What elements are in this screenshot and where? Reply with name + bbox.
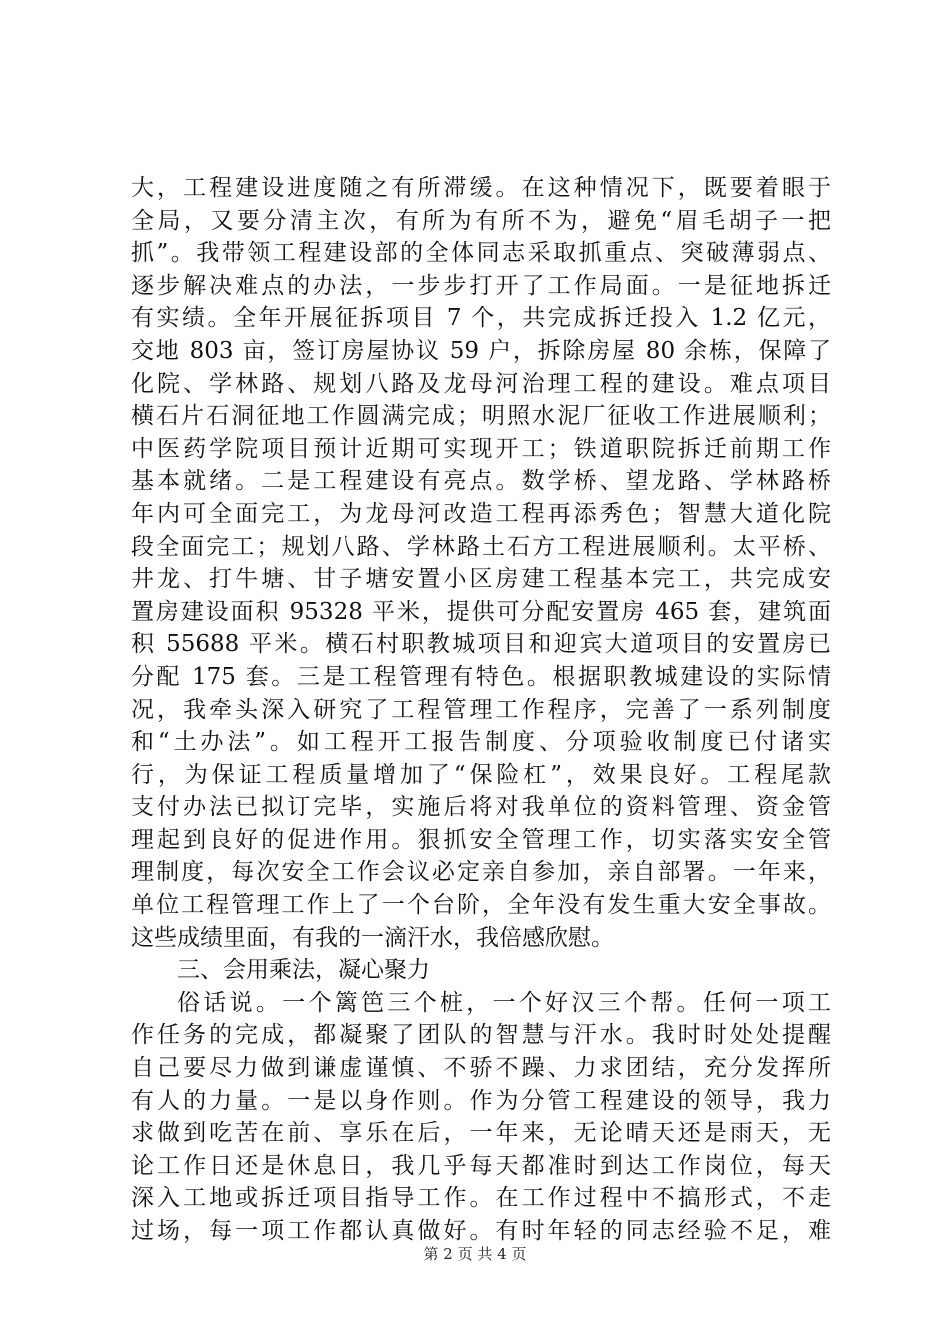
- paragraph-line: 井龙、打牛塘、甘子塘安置小区房建工程基本完工，共完成安: [131, 566, 831, 593]
- paragraph-line: 自己要尽力做到谦虚谨慎、不骄不躁、力求团结，充分发挥所: [131, 1055, 831, 1082]
- paragraph-line: 深入工地或拆迁项目指导工作。在工作过程中不搞形式，不走: [131, 1185, 831, 1212]
- paragraph-line: 横石片石洞征地工作圆满完成；明照水泥厂征收工作进展顺利；: [131, 403, 831, 430]
- paragraph-line: 求做到吃苦在前、享乐在后，一年来，无论晴天还是雨天，无: [131, 1120, 831, 1147]
- paragraph-line: 中医药学院项目预计近期可实现开工；铁道职院拆迁前期工作: [131, 435, 831, 462]
- paragraph-line: 基本就绪。二是工程建设有亮点。数学桥、望龙路、学林路桥: [131, 468, 831, 495]
- paragraph-line: 年内可全面完工，为龙母河改造工程再添秀色；智慧大道化院: [131, 500, 831, 527]
- paragraph-line: 和“土办法”。如工程开工报告制度、分项验收制度已付诸实: [131, 729, 831, 756]
- paragraph-line: 过场，每一项工作都认真做好。有时年轻的同志经验不足，难: [131, 1218, 831, 1244]
- paragraph-line: 支付办法已拟订完毕，实施后将对我单位的资料管理、资金管: [131, 794, 831, 821]
- section-heading: 三、会用乘法，凝心聚力: [177, 957, 430, 984]
- paragraph-line: 抓”。我带领工程建设部的全体同志采取抓重点、突破薄弱点、: [131, 240, 831, 267]
- paragraph-line: 全局，又要分清主次，有所为有所不为，避免“眉毛胡子一把: [131, 207, 831, 234]
- paragraph-line: 化院、学林路、规划八路及龙母河治理工程的建设。难点项目: [131, 370, 831, 397]
- paragraph-line: 有人的力量。一是以身作则。作为分管工程建设的领导，我力: [131, 1087, 831, 1114]
- paragraph-line: 逐步解决难点的办法，一步步打开了工作局面。一是征地拆迁: [131, 272, 831, 299]
- paragraph-line: 作任务的完成，都凝聚了团队的智慧与汗水。我时时处处提醒: [131, 1022, 831, 1049]
- paragraph-line: 单位工程管理工作上了一个台阶，全年没有发生重大安全事故。: [131, 892, 831, 919]
- page-number-footer: 第 2 页 共 4 页: [423, 1245, 527, 1263]
- paragraph-line: 行，为保证工程质量增加了“保险杠”，效果良好。工程尾款: [131, 761, 831, 788]
- paragraph-line: 置房建设面积 95328 平米，提供可分配安置房 465 套，建筑面: [131, 598, 831, 625]
- paragraph-line: 理制度，每次安全工作会议必定亲自参加，亲自部署。一年来，: [131, 859, 831, 886]
- paragraph-line: 交地 803 亩，签订房屋协议 59 户，拆除房屋 80 余栋，保障了: [131, 337, 831, 364]
- paragraph-line: 大，工程建设进度随之有所滞缓。在这种情况下，既要着眼于: [131, 175, 831, 201]
- paragraph-line: 俗话说。一个篱笆三个桩，一个好汉三个帮。任何一项工: [177, 989, 831, 1016]
- paragraph-line: 有实绩。全年开展征拆项目 7 个，共完成拆迁投入 1.2 亿元，: [131, 305, 831, 332]
- paragraph-line: 况，我牵头深入研究了工程管理工作程序，完善了一系列制度: [131, 696, 831, 723]
- paragraph-line: 段全面完工；规划八路、学林路土石方工程进展顺利。太平桥、: [131, 533, 831, 560]
- paragraph-line: 积 55688 平米。横石村职教城项目和迎宾大道项目的安置房已: [131, 631, 831, 658]
- paragraph-line: 分配 175 套。三是工程管理有特色。根据职教城建设的实际情: [131, 663, 831, 690]
- paragraph-line: 论工作日还是休息日，我几乎每天都准时到达工作岗位，每天: [131, 1152, 831, 1179]
- paragraph-line: 理起到良好的促进作用。狠抓安全管理工作，切实落实安全管: [131, 826, 831, 853]
- document-body: [131, 172, 831, 1248]
- paragraph-line: 这些成绩里面，有我的一滴汗水，我倍感欣慰。: [131, 924, 614, 951]
